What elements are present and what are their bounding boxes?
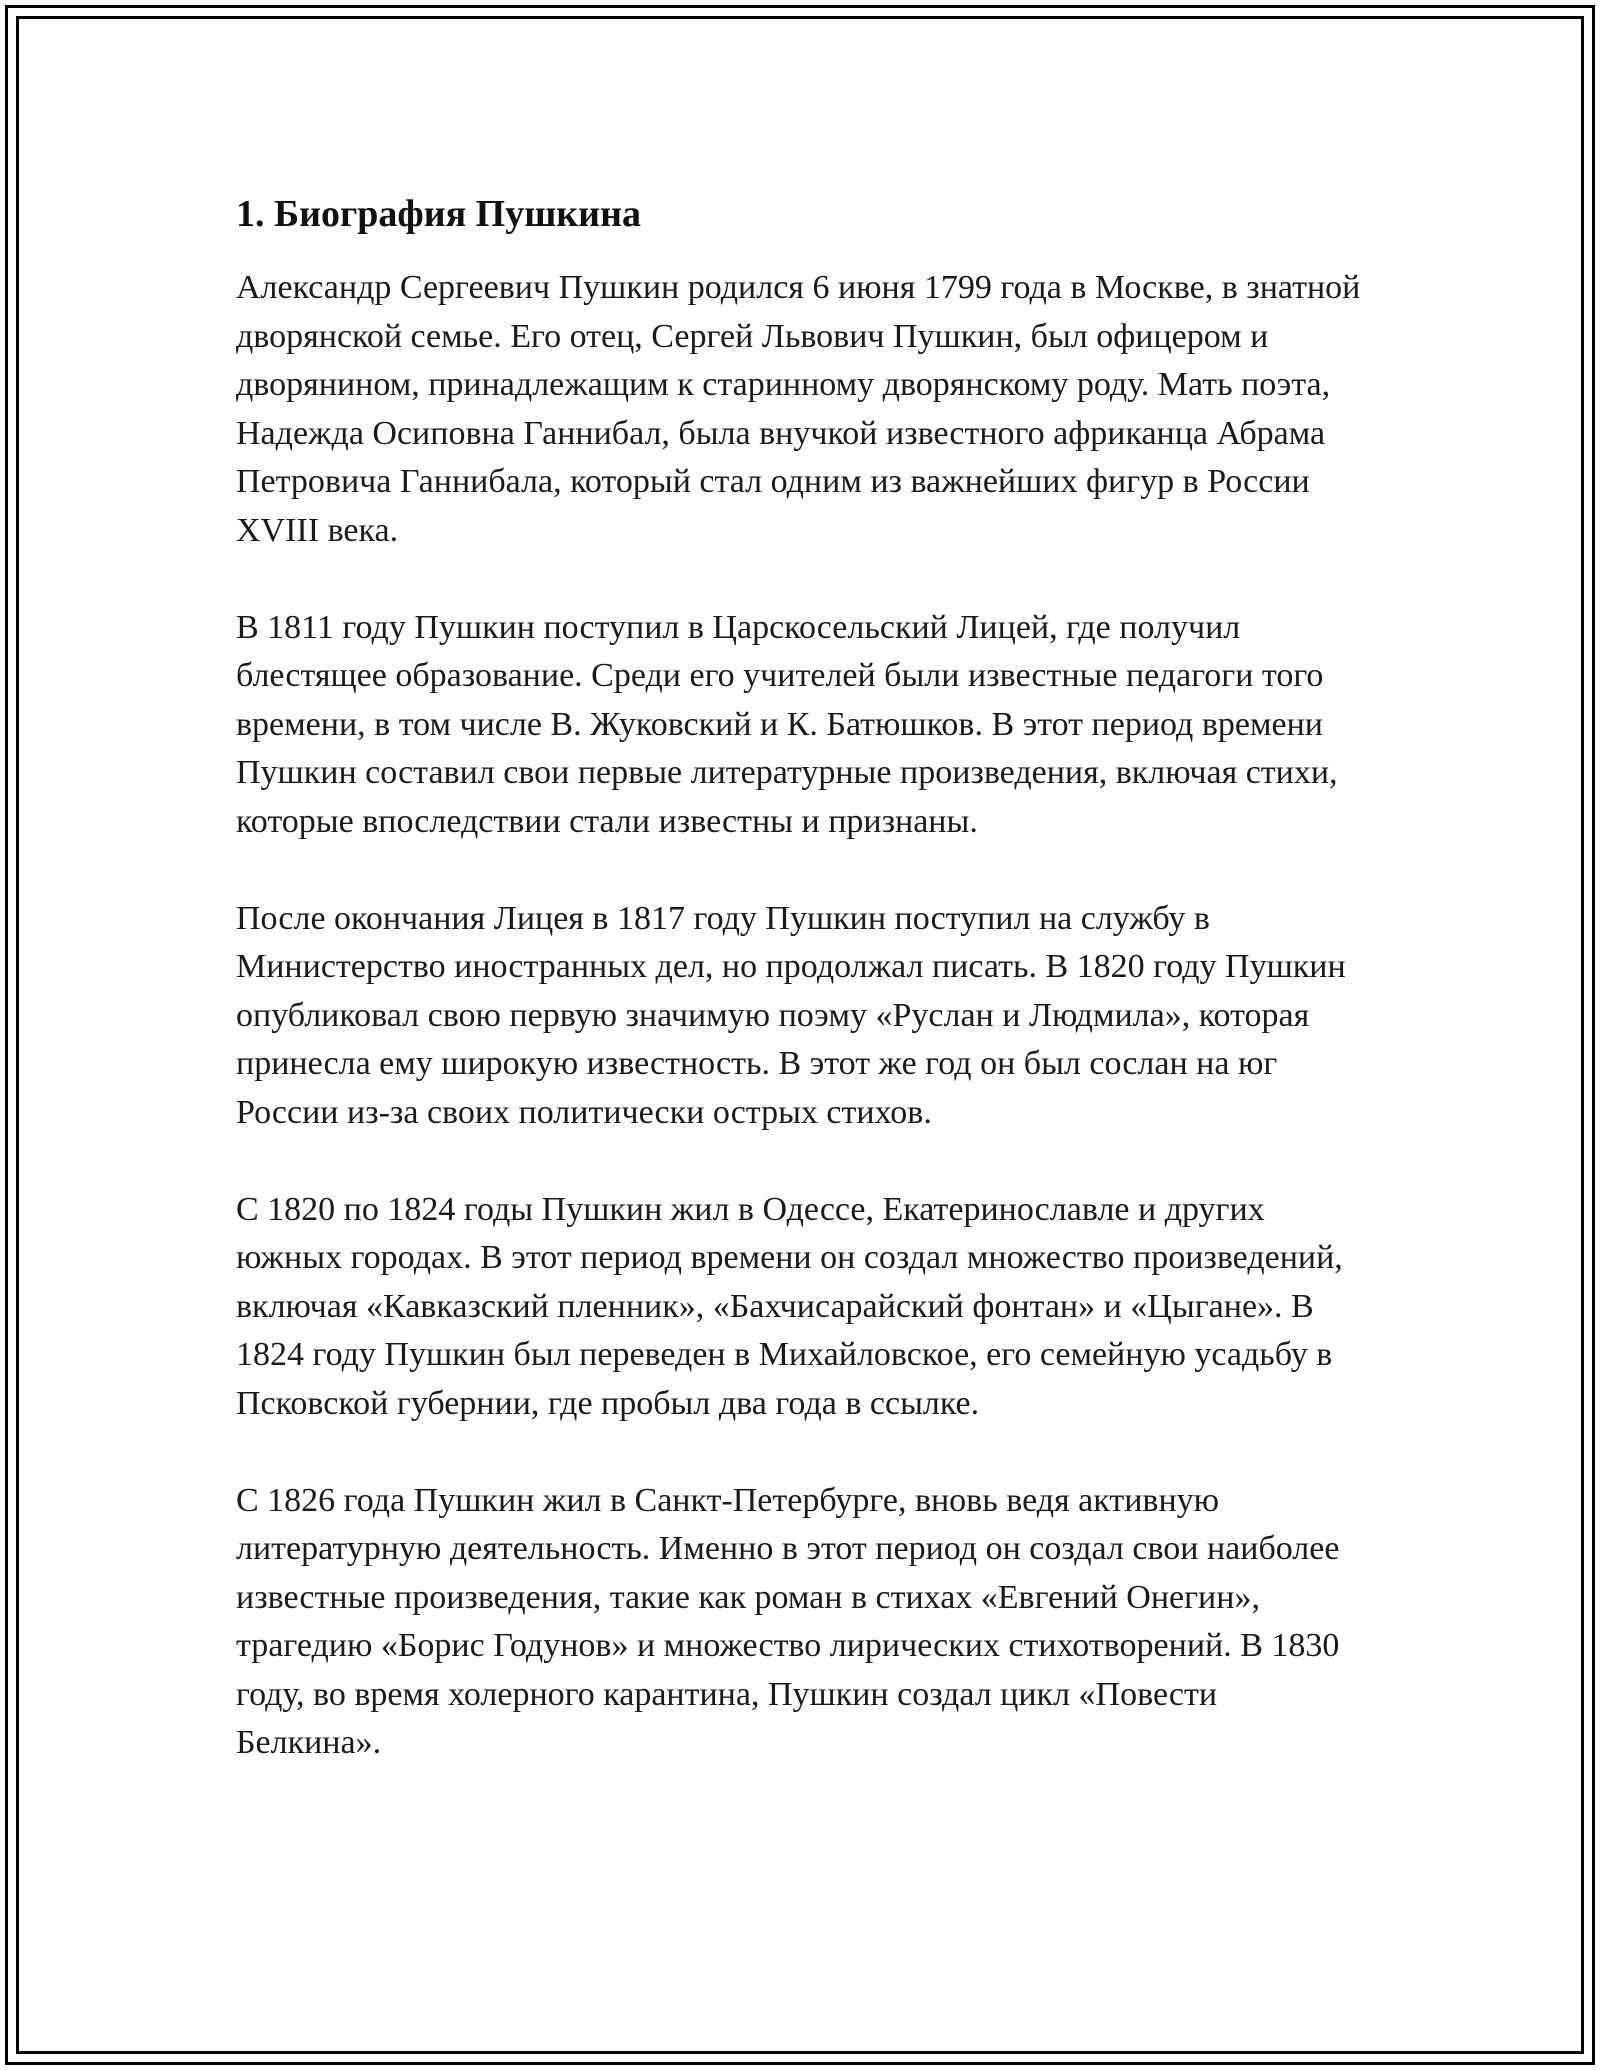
document-body (236, 186, 1366, 1816)
section-heading: 1. Биография Пушкина (236, 193, 641, 235)
paragraph-south-exile: С 1820 по 1824 годы Пушкин жил в Одессе, Екатеринославле и других южных городах. В этот период времени он создал множество произведений, включая «Кавказский пленник», «Бахчисарайский фонтан» и «Цыгане». В 1824 году Пушкин был переведен в Михайловское, его семейную усадьбу в Псковской губернии, где пробыл два года в ссылке. (236, 1190, 1343, 1422)
paragraph-birth: Александр Сергеевич Пушкин родился 6 июня 1799 года в Москве, в знатной дворянской семье. Его отец, Сергей Львович Пушкин, был офицером и дворянином, принадлежащим к старинному дворянскому роду. Мать поэта, Надежда Осиповна Ганнибал, была внучкой известного африканца Абрама Петровича Ганнибала, который стал одним из важнейших фигур в России XVIII века. (236, 269, 1361, 549)
paragraph-petersburg: С 1826 года Пушкин жил в Санкт-Петербурге, вновь ведя активную литературную деятельность. Именно в этот период он создал свои наиболее известные произведения, такие как роман в стихах «Евгений Онегин», трагедию «Борис Годунов» и множество лирических стихотворений. В 1830 году, во время холерного карантина, Пушкин создал цикл «Повести Белкина». (236, 1481, 1340, 1761)
paragraph-lyceum: В 1811 году Пушкин поступил в Царскосельский Лицей, где получил блестящее образование. Среди его учителей были известные педагоги того времени, в том числе В. Жуковский и К. Батюшков. В этот период времени Пушкин составил свои первые литературные произведения, включая стихи, которые впоследствии стали известны и признаны. (236, 608, 1338, 840)
paragraph-ministry: После окончания Лицея в 1817 году Пушкин поступил на службу в Министерство иностранных дел, но продолжал писать. В 1820 году Пушкин опубликовал свою первую значимую поэму «Руслан и Людмила», которая принесла ему широкую известность. В этот же год он был сослан на юг России из-за своих политически острых стихов. (236, 899, 1346, 1131)
